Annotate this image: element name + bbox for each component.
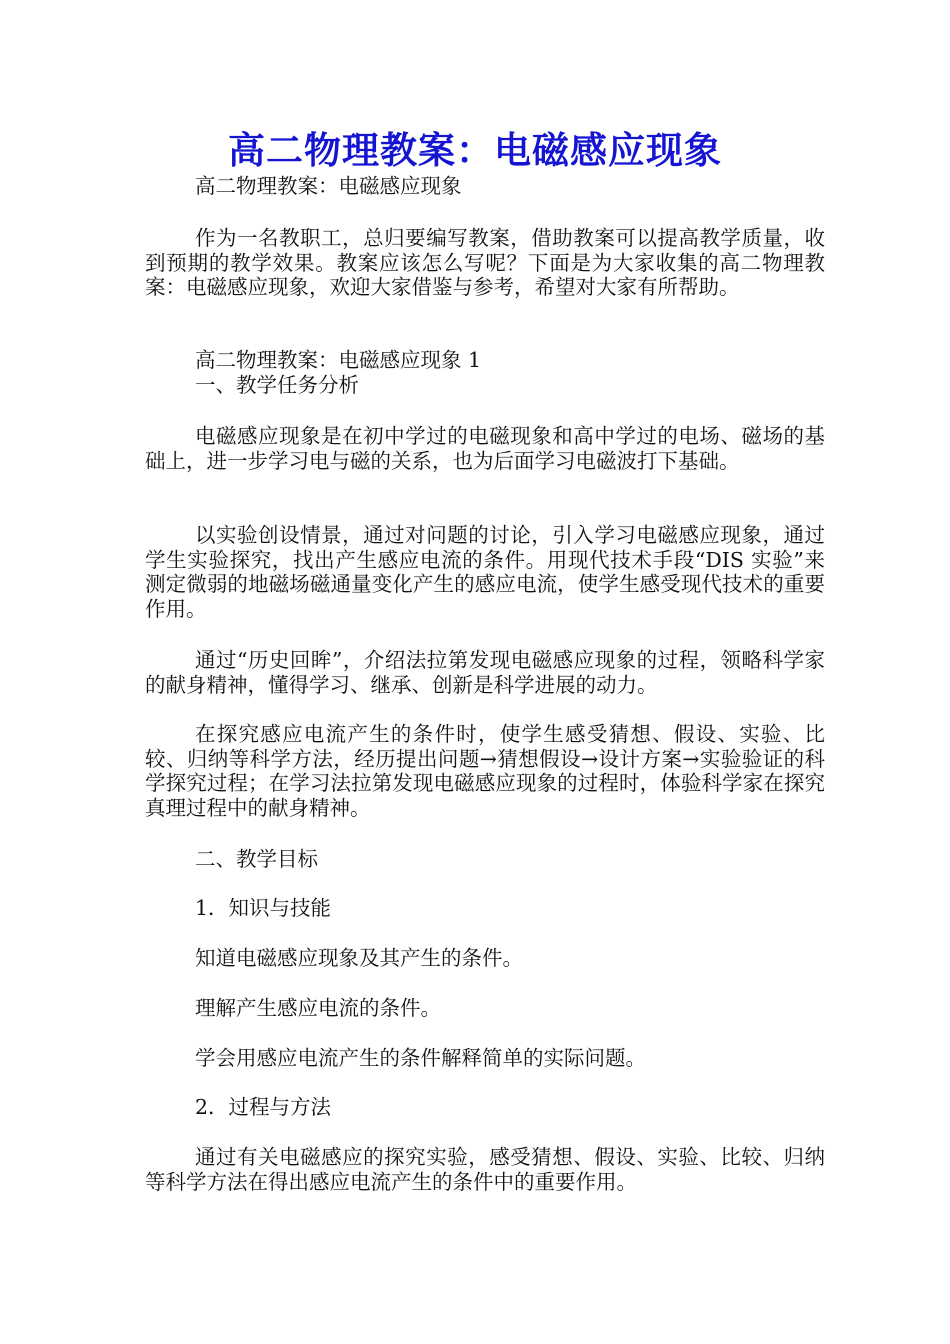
paragraph-3: 通过“历史回眸”，介绍法拉第发现电磁感应现象的过程，领略科学家的献身精神，懂得学习、继承、创新是科学进展的动力。 — [145, 648, 825, 697]
intro-paragraph: 作为一名教职工，总归要编写教案，借助教案可以提高教学质量，收到预期的教学效果。教案应该怎么写呢？下面是为大家收集的高二物理教案：电磁感应现象，欢迎大家借鉴与参考，希望对大家有所帮助。 — [145, 226, 825, 299]
goal1-heading: 1．知识与技能 — [195, 896, 332, 920]
goal2-heading: 2．过程与方法 — [195, 1095, 332, 1119]
document-subtitle: 高二物理教案：电磁感应现象 — [195, 174, 462, 198]
goal1-item-3: 学会用感应电流产生的条件解释简单的实际问题。 — [195, 1046, 646, 1070]
document-title: 高二物理教案：电磁感应现象 — [228, 128, 722, 172]
goal2-paragraph: 通过有关电磁感应的探究实验，感受猜想、假设、实验、比较、归纳等科学方法在得出感应电流产生的条件中的重要作用。 — [145, 1145, 825, 1194]
part1-heading: 一、教学任务分析 — [195, 373, 359, 397]
paragraph-2: 以实验创设情景，通过对问题的讨论，引入学习电磁感应现象，通过学生实验探究，找出产生感应电流的条件。用现代技术手段“DIS 实验”来测定微弱的地磁场磁通量变化产生的感应电流，使学生感受现代技术的重要作用。 — [145, 523, 825, 621]
section-heading: 高二物理教案：电磁感应现象 1 — [195, 348, 482, 372]
paragraph-4: 在探究感应电流产生的条件时，使学生感受猜想、假设、实验、比较、归纳等科学方法，经历提出问题→猜想假设→设计方案→实验验证的科学探究过程；在学习法拉第发现电磁感应现象的过程时，体验科学家在探究真理过程中的献身精神。 — [145, 722, 825, 820]
goal1-item-2: 理解产生感应电流的条件。 — [195, 996, 441, 1020]
goal1-item-1: 知道电磁感应现象及其产生的条件。 — [195, 946, 523, 970]
paragraph-1: 电磁感应现象是在初中学过的电磁现象和高中学过的电场、磁场的基础上，进一步学习电与磁的关系，也为后面学习电磁波打下基础。 — [145, 424, 825, 473]
part2-heading: 二、教学目标 — [195, 847, 318, 871]
